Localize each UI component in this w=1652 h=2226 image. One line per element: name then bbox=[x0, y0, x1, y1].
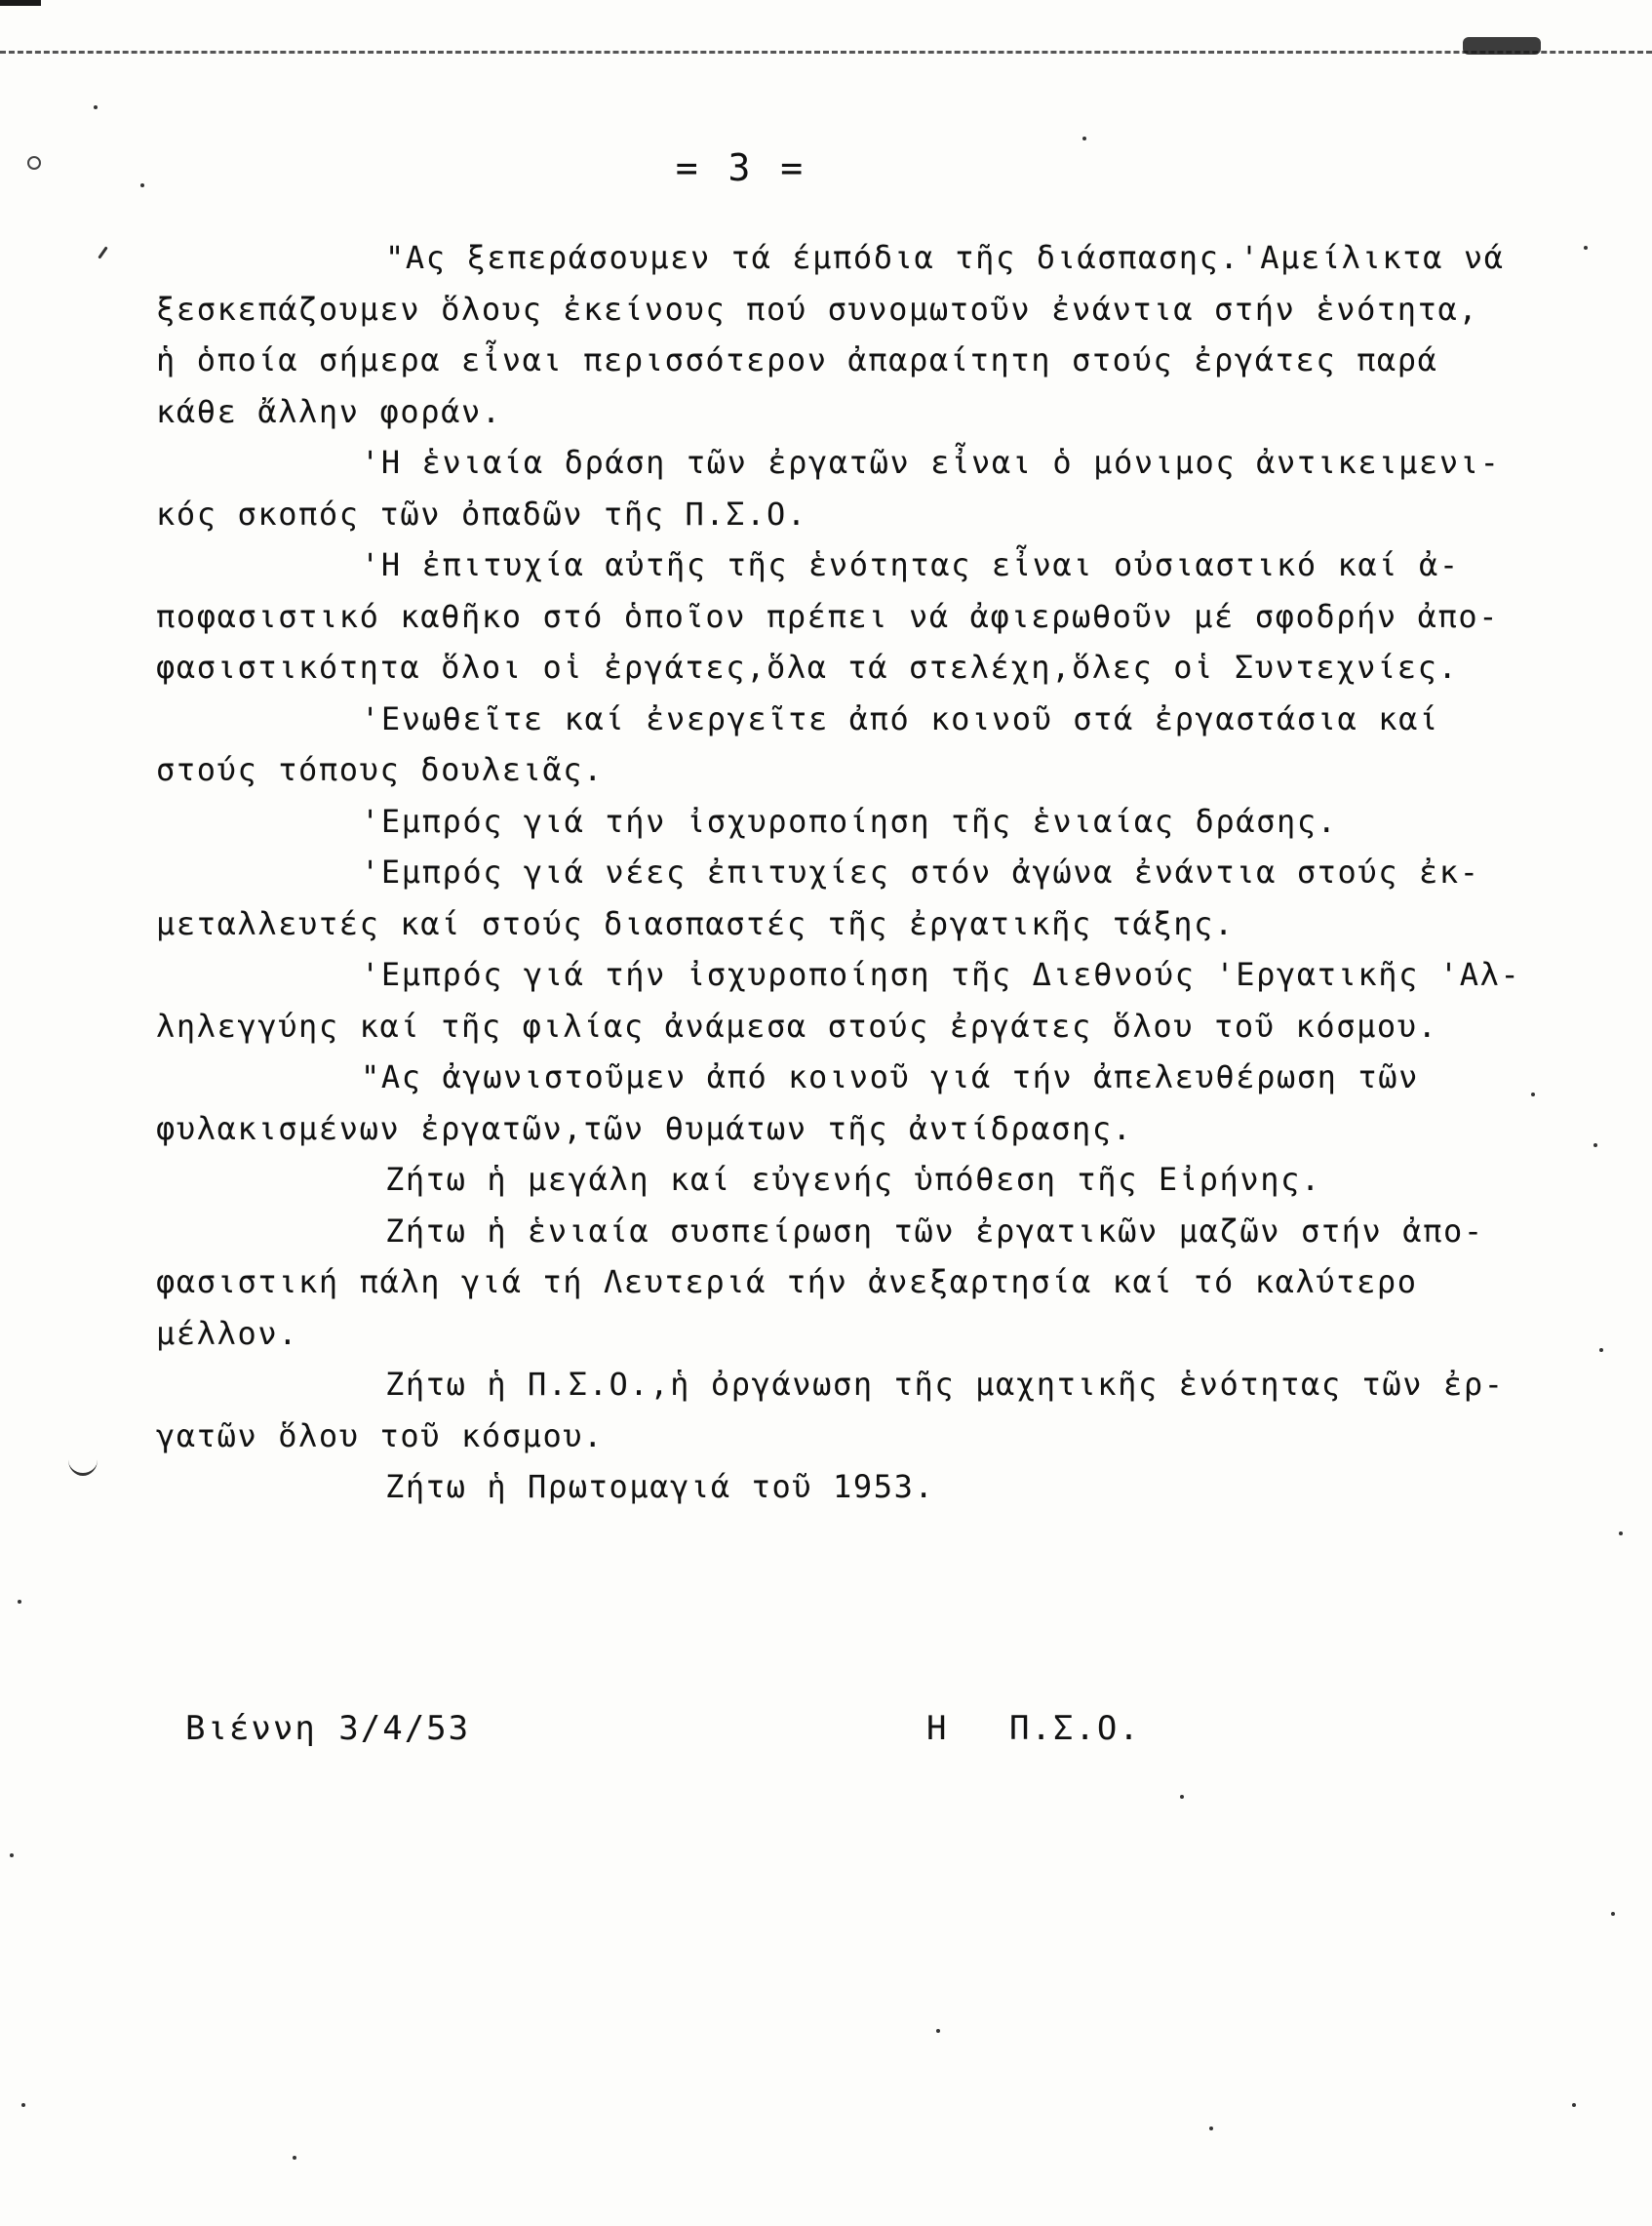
paragraph-line: 'Εμπρός γιά νέες ἐπιτυχίες στόν ἀγώνα ἐνάντια στούς ἐκ- bbox=[361, 854, 1480, 891]
scan-speck bbox=[98, 246, 107, 258]
letter-body bbox=[156, 232, 1521, 1513]
scan-speck bbox=[1611, 1912, 1615, 1916]
scan-speck bbox=[936, 2029, 940, 2033]
scan-speck bbox=[1572, 2103, 1576, 2107]
scan-speck bbox=[1082, 137, 1086, 140]
scan-speck bbox=[21, 2103, 25, 2107]
paragraph-line: Ζήτω ἡ ἑνιαία συσπείρωση τῶν ἐργατικῶν μαζῶν στήν ἀπο- bbox=[385, 1212, 1484, 1250]
scan-speck bbox=[1619, 1531, 1623, 1535]
paragraph-line: φασιστικότητα ὅλοι οἱ ἐργάτες,ὅλα τά στελέχη,ὅλες οἱ Συντεχνίες. bbox=[156, 649, 1459, 686]
paragraph-line: ληλεγγύης καί τῆς φιλίας ἀνάμεσα στούς ἐργάτες ὅλου τοῦ κόσμου. bbox=[156, 1007, 1438, 1045]
scan-speck bbox=[10, 1853, 14, 1857]
paragraph-line: "Ας ἀγωνιστοῦμεν ἀπό κοινοῦ γιά τήν ἀπελευθέρωση τῶν bbox=[361, 1058, 1420, 1095]
scan-speck bbox=[140, 183, 144, 187]
paragraph-line: φυλακισμένων ἐργατῶν,τῶν θυμάτων τῆς ἀντίδρασης. bbox=[156, 1109, 1133, 1147]
scan-speck bbox=[18, 1600, 21, 1604]
paragraph-line: "Ας ξεπεράσουμεν τά έμπόδια τῆς διάσπασης.'Αμείλικτα νά bbox=[385, 239, 1505, 276]
paragraph-line: φασιστική πάλη γιά τή Λευτεριά τήν ἀνεξαρτησία καί τό καλύτερο bbox=[156, 1263, 1418, 1300]
scan-speck bbox=[27, 156, 41, 170]
signing-organization: Η Π.Σ.Ο. bbox=[926, 1709, 1141, 1748]
top-dashed-rule bbox=[0, 51, 1652, 54]
paragraph-line: 'Η ἑνιαία δράση τῶν ἐργατῶν εἶναι ὁ μόνιμος ἀντικειμενι- bbox=[361, 444, 1501, 481]
paragraph-line: Ζήτω ἡ Π.Σ.Ο.,ἡ ὀργάνωση τῆς μαχητικῆς ἑνότητας τῶν ἐρ- bbox=[385, 1366, 1505, 1403]
scan-speck bbox=[68, 1444, 98, 1476]
paragraph-line: 'Εμπρός γιά τήν ἰσχυροποίηση τῆς Διεθνούς 'Εργατικῆς 'Αλ- bbox=[361, 956, 1521, 993]
scan-speck bbox=[1180, 1795, 1184, 1799]
paragraph-line: Ζήτω ἡ Πρωτομαγιά τοῦ 1953. bbox=[385, 1468, 935, 1505]
page-number: = 3 = bbox=[675, 146, 807, 189]
paragraph-line: στούς τόπους δουλειᾶς. bbox=[156, 751, 605, 788]
place-and-date: Βιέννη 3/4/53 bbox=[185, 1709, 471, 1748]
paragraph-line: κάθε ἄλλην φοράν. bbox=[156, 392, 502, 430]
scan-speck bbox=[1593, 1143, 1597, 1147]
top-left-ink-mark bbox=[0, 0, 41, 6]
scan-speck bbox=[1531, 1093, 1535, 1096]
paragraph-line: 'Εμπρός γιά τήν ἰσχυροποίηση τῆς ἑνιαίας δράσης. bbox=[361, 802, 1338, 840]
paragraph-line: Ζήτω ἡ μεγάλη καί εὐγενής ὑπόθεση τῆς Εἰρήνης. bbox=[385, 1161, 1321, 1198]
paragraph-line: 'Η ἐπιτυχία αὐτῆς τῆς ἑνότητας εἶναι οὐσιαστικό καί ἀ- bbox=[361, 546, 1460, 583]
paragraph-line: ξεσκεπάζουμεν ὅλους ἐκείνους πού συνομωτοῦν ἐνάντια στήν ἑνότητα, bbox=[156, 290, 1479, 328]
paragraph-line: 'Ενωθεῖτε καί ἐνεργεῖτε ἀπό κοινοῦ στά ἐργαστάσια καί bbox=[361, 699, 1439, 737]
paragraph-line: ποφασιστικό καθῆκο στό ὁποῖον πρέπει νά ἀφιερωθοῦν μέ σφοδρήν ἀπο- bbox=[156, 597, 1500, 635]
paragraph-line: ἡ ὁποία σήμερα εἶναι περισσότερον ἀπαραίτητη στούς ἐργάτες παρά bbox=[156, 341, 1438, 378]
paragraph-line: μεταλλευτές καί στούς διασπαστές τῆς ἐργατικῆς τάξης. bbox=[156, 904, 1235, 942]
scan-speck bbox=[1599, 1348, 1603, 1352]
scan-speck bbox=[94, 105, 98, 109]
paragraph-line: γατῶν ὅλου τοῦ κόσμου. bbox=[156, 1416, 605, 1454]
paragraph-line: κός σκοπός τῶν ὀπαδῶν τῆς Π.Σ.Ο. bbox=[156, 495, 807, 533]
scan-speck bbox=[1584, 246, 1588, 250]
scan-speck bbox=[293, 2156, 296, 2160]
scan-speck bbox=[1209, 2127, 1213, 2130]
top-right-ink-smudge bbox=[1463, 37, 1541, 55]
paragraph-line: μέλλον. bbox=[156, 1314, 299, 1352]
